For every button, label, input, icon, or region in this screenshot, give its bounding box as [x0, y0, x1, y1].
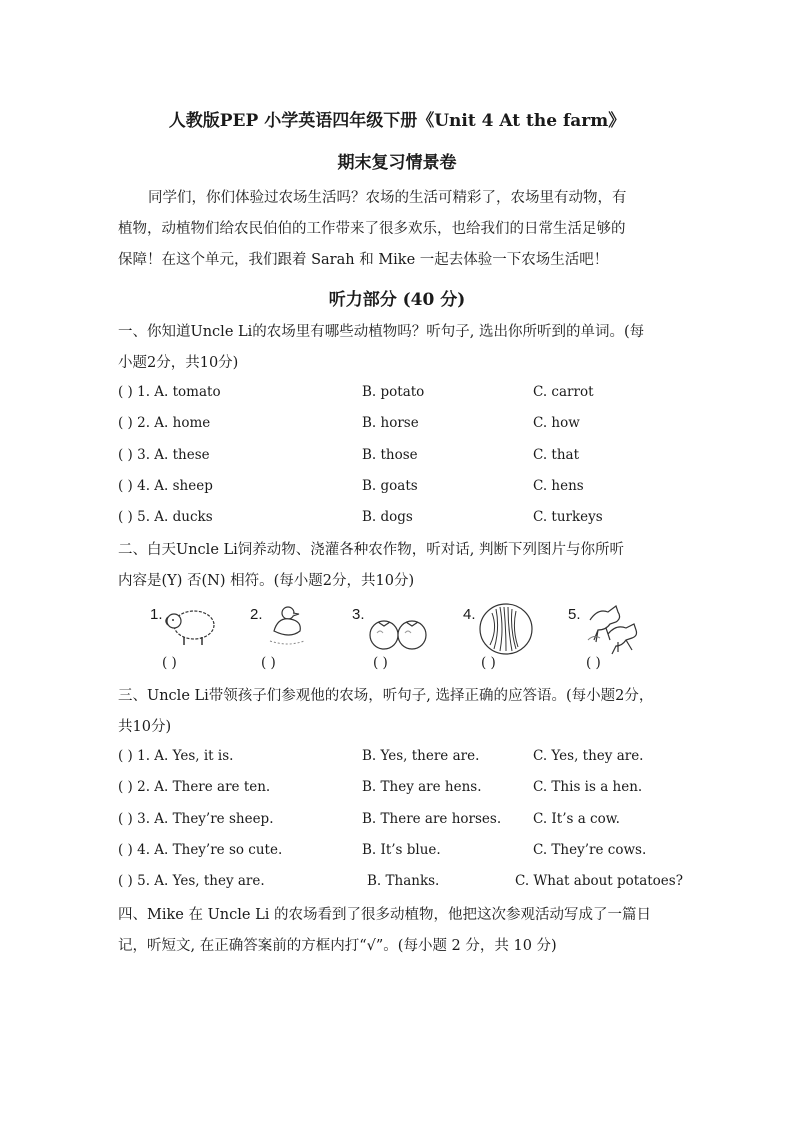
- part1-q5-a: ( ) 5. A. ducks: [118, 509, 213, 525]
- part1-q1-c: C. carrot: [533, 384, 594, 400]
- part3-q5-a: ( ) 5. A. Yes, they are.: [118, 873, 265, 889]
- part3-instruction-2: 共10分): [118, 719, 172, 735]
- part1-q1-a: ( ) 1. A. tomato: [118, 384, 221, 400]
- part1-q3-c: C. that: [533, 447, 580, 463]
- part3-q4-c: C. They’re cows.: [533, 842, 647, 858]
- picture-2-label: 2.: [250, 606, 263, 623]
- part3-q3-a: ( ) 3. A. They’re sheep.: [118, 811, 274, 827]
- picture-5-answer-blank[interactable]: ( ): [586, 655, 601, 671]
- horses-icon: [584, 600, 642, 654]
- part3-instruction-1: 三、Uncle Li带领孩子们参观他的农场，听句子, 选择正确的应答语。(每小题2分，: [118, 688, 654, 704]
- part1-q2-c: C. how: [533, 415, 580, 431]
- part3-q5-b: B. Thanks.: [367, 873, 440, 889]
- picture-3-answer-blank[interactable]: ( ): [373, 655, 388, 671]
- part1-q2-a: ( ) 2. A. home: [118, 415, 211, 431]
- picture-3-label: 3.: [352, 606, 365, 623]
- part3-q5-c: C. What about potatoes?: [515, 873, 683, 889]
- part1-q4-b: B. goats: [362, 478, 418, 494]
- part3-q1-b: B. Yes, there are.: [362, 748, 480, 764]
- part1-q2-b: B. horse: [362, 415, 419, 431]
- picture-4-label: 4.: [463, 606, 476, 623]
- part3-q3-b: B. There are horses.: [362, 811, 502, 827]
- part1-q4-c: C. hens: [533, 478, 584, 494]
- part1-instruction-1: 一、你知道Uncle Li的农场里有哪些动植物吗？听句子, 选出你所听到的单词。(每: [118, 324, 645, 340]
- intro-line-1: 同学们，你们体验过农场生活吗？农场的生活可精彩了，农场里有动物，有: [148, 190, 627, 206]
- part3-q3-c: C. It’s a cow.: [533, 811, 620, 827]
- part1-q5-c: C. turkeys: [533, 509, 603, 525]
- part3-q1-a: ( ) 1. A. Yes, it is.: [118, 748, 234, 764]
- part3-q4-a: ( ) 4. A. They’re so cute.: [118, 842, 283, 858]
- sheep-icon: [164, 603, 216, 649]
- picture-1-answer-blank[interactable]: ( ): [162, 655, 177, 671]
- part1-instruction-2: 小题2分，共10分): [118, 355, 239, 371]
- part3-q2-b: B. They are hens.: [362, 779, 482, 795]
- part2-instruction-1: 二、白天Uncle Li饲养动物、浇灌各种农作物，听对话, 判断下列图片与你所听: [118, 542, 624, 558]
- part3-q2-a: ( ) 2. A. There are ten.: [118, 779, 271, 795]
- part1-q3-a: ( ) 3. A. these: [118, 447, 210, 463]
- part4-instruction-1: 四、Mike 在 Uncle Li 的农场看到了很多动植物，他把这次参观活动写成了一篇日: [118, 907, 651, 923]
- page-subtitle: 期末复习情景卷: [337, 153, 457, 173]
- part3-q4-b: B. It’s blue.: [362, 842, 441, 858]
- listening-section-header: 听力部分 (40 分): [328, 290, 466, 310]
- part3-q1-c: C. Yes, they are.: [533, 748, 644, 764]
- picture-5-label: 5.: [568, 606, 581, 623]
- picture-2-answer-blank[interactable]: ( ): [261, 655, 276, 671]
- part1-q5-b: B. dogs: [362, 509, 413, 525]
- part1-q4-a: ( ) 4. A. sheep: [118, 478, 213, 494]
- part4-instruction-2: 记，听短文, 在正确答案前的方框内打“√”。(每小题 2 分，共 10 分): [118, 938, 557, 954]
- tomatoes-icon: [368, 613, 430, 653]
- green-beans-icon: [478, 601, 534, 655]
- part1-q3-b: B. those: [362, 447, 418, 463]
- intro-line-3: 保障！在这个单元，我们跟着 Sarah 和 Mike 一起去体验一下农场生活吧！: [118, 252, 609, 268]
- picture-4-answer-blank[interactable]: ( ): [481, 655, 496, 671]
- picture-1-label: 1.: [150, 606, 163, 623]
- part2-instruction-2: 内容是(Y) 否(N) 相符。(每小题2分，共10分): [118, 573, 415, 589]
- duck-icon: [266, 603, 308, 649]
- intro-line-2: 植物，动植物们给农民伯伯的工作带来了很多欢乐，也给我们的日常生活足够的: [118, 221, 626, 237]
- part3-q2-c: C. This is a hen.: [533, 779, 643, 795]
- page-title: 人教版PEP 小学英语四年级下册《Unit 4 At the farm》: [168, 111, 626, 131]
- part1-q1-b: B. potato: [362, 384, 425, 400]
